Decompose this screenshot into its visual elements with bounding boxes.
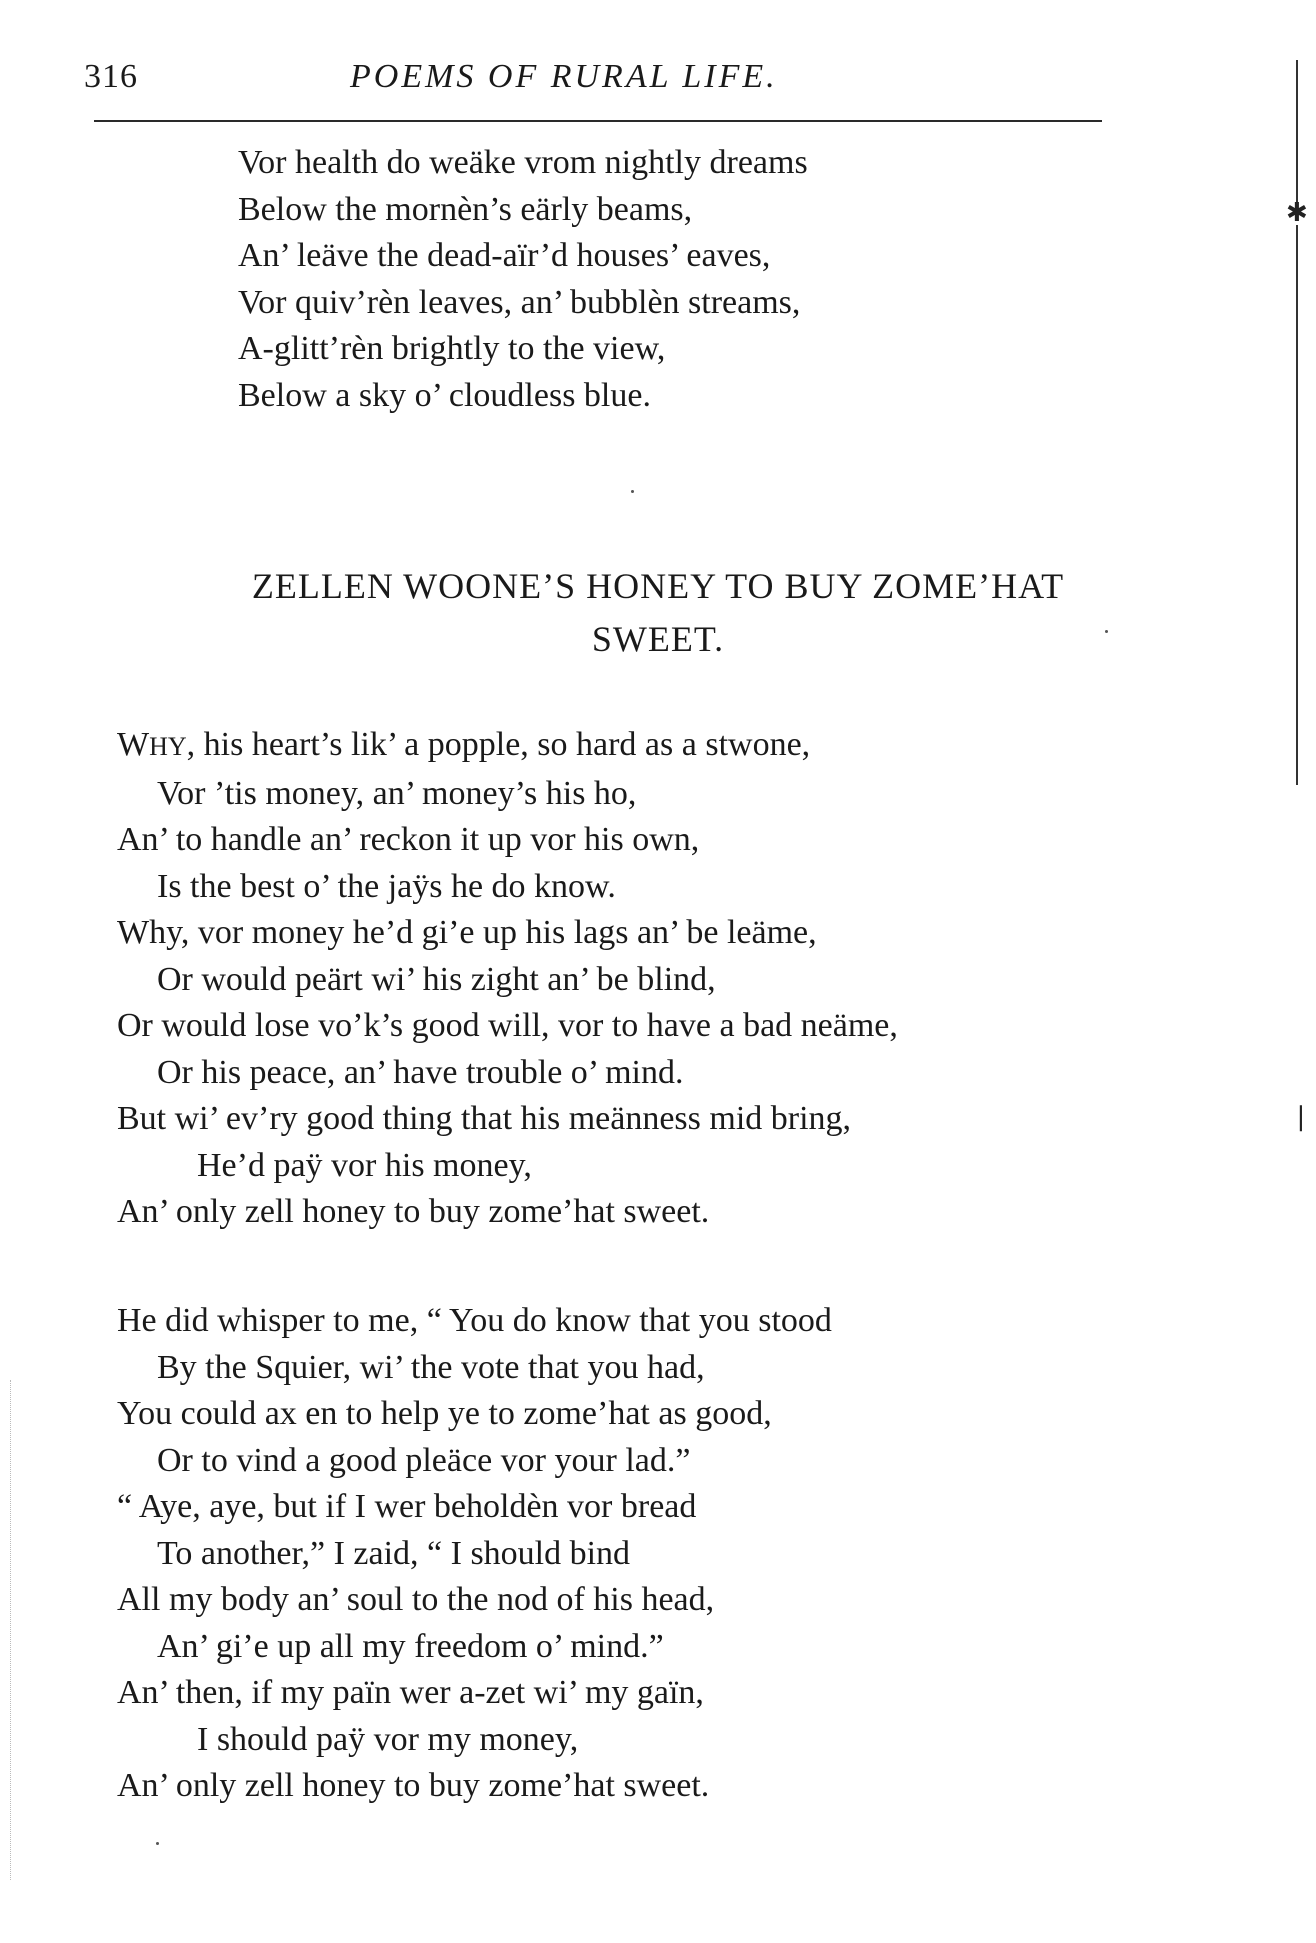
verse-line: Below the mornèn’s eärly beams, xyxy=(238,190,693,228)
margin-ink-mark: ❘ xyxy=(1290,1102,1312,1131)
running-title: POEMS OF RURAL LIFE. xyxy=(350,58,778,95)
verse-line: An’ only zell honey to buy zome’hat sweet. xyxy=(117,1767,710,1804)
verse-line: An’ to handle an’ reckon it up vor his own, xyxy=(117,821,700,858)
verse-line: You could ax en to help ye to zome’hat as good, xyxy=(117,1395,772,1432)
poem-title-line-2: SWEET. xyxy=(591,619,725,659)
poem-stanza-2 xyxy=(117,1298,832,1810)
verse-line: An’ gi’e up all my freedom o’ mind.” xyxy=(157,1627,664,1665)
verse-line: Or would lose vo’k’s good will, vor to have a bad neäme, xyxy=(117,1007,898,1044)
ink-speck xyxy=(631,490,634,493)
verse-line: Why, vor money he’d gi’e up his lags an’ be leäme, xyxy=(117,914,817,951)
verse-line: Is the best o’ the jaÿs he do know. xyxy=(157,867,616,905)
small-caps-initial: W xyxy=(117,726,150,763)
ink-speck xyxy=(156,1842,159,1845)
verse-line: By the Squier, wi’ the vote that you had, xyxy=(157,1348,705,1386)
verse-line-text: , his heart’s lik’ a popple, so hard as a stwone, xyxy=(186,726,811,763)
verse-line: An’ leäve the dead-aïr’d houses’ eaves, xyxy=(238,237,771,274)
poem-stanza-1 xyxy=(117,722,898,1236)
verse-line: A-glitt’rèn brightly to the view, xyxy=(238,330,666,367)
verse-line: An’ then, if my païn wer a-zet wi’ my gaïn, xyxy=(117,1674,704,1711)
verse-line: Below a sky o’ cloudless blue. xyxy=(238,376,651,414)
verse-line: Or would peärt wi’ his zight an’ be blind, xyxy=(157,960,716,998)
verse-line: But wi’ ev’ry good thing that his meänness mid bring, xyxy=(117,1100,852,1137)
small-caps-rest: HY xyxy=(149,732,187,761)
header-rule xyxy=(94,120,1102,122)
verse-line: Vor quiv’rèn leaves, an’ bubblèn streams, xyxy=(238,283,801,321)
verse-line: “ Aye, aye, but if I wer beholdèn vor bread xyxy=(117,1488,697,1525)
verse-line-first xyxy=(117,722,898,771)
verse-line: Vor health do weäke vrom nightly dreams xyxy=(238,144,808,181)
verse-line: An’ only zell honey to buy zome’hat sweet. xyxy=(117,1193,710,1230)
poem-title-line-1: ZELLEN WOONE’S HONEY TO BUY ZOME’HAT xyxy=(251,566,1065,606)
binding-edge-line xyxy=(1296,225,1298,785)
verse-line: I should paÿ vor my money, xyxy=(197,1720,579,1758)
verse-line: All my body an’ soul to the nod of his head, xyxy=(117,1581,715,1618)
verse-line: To another,” I zaid, “ I should bind xyxy=(157,1534,631,1572)
margin-star-mark: ✱ xyxy=(1286,198,1308,227)
verse-line: Or to vind a good pleäce vor your lad.” xyxy=(157,1441,691,1479)
verse-line: He did whisper to me, “ You do know that you stood xyxy=(117,1302,832,1339)
page-number: 316 xyxy=(84,58,138,95)
binding-edge-line xyxy=(1296,60,1298,210)
left-edge-dots xyxy=(10,1380,12,1880)
verse-line: He’d paÿ vor his money, xyxy=(197,1146,532,1184)
ink-speck xyxy=(1105,630,1108,633)
verse-line: Vor ’tis money, an’ money’s his ho, xyxy=(157,774,637,812)
previous-poem-stanza xyxy=(238,140,808,419)
verse-line: Or his peace, an’ have trouble o’ mind. xyxy=(157,1053,684,1091)
